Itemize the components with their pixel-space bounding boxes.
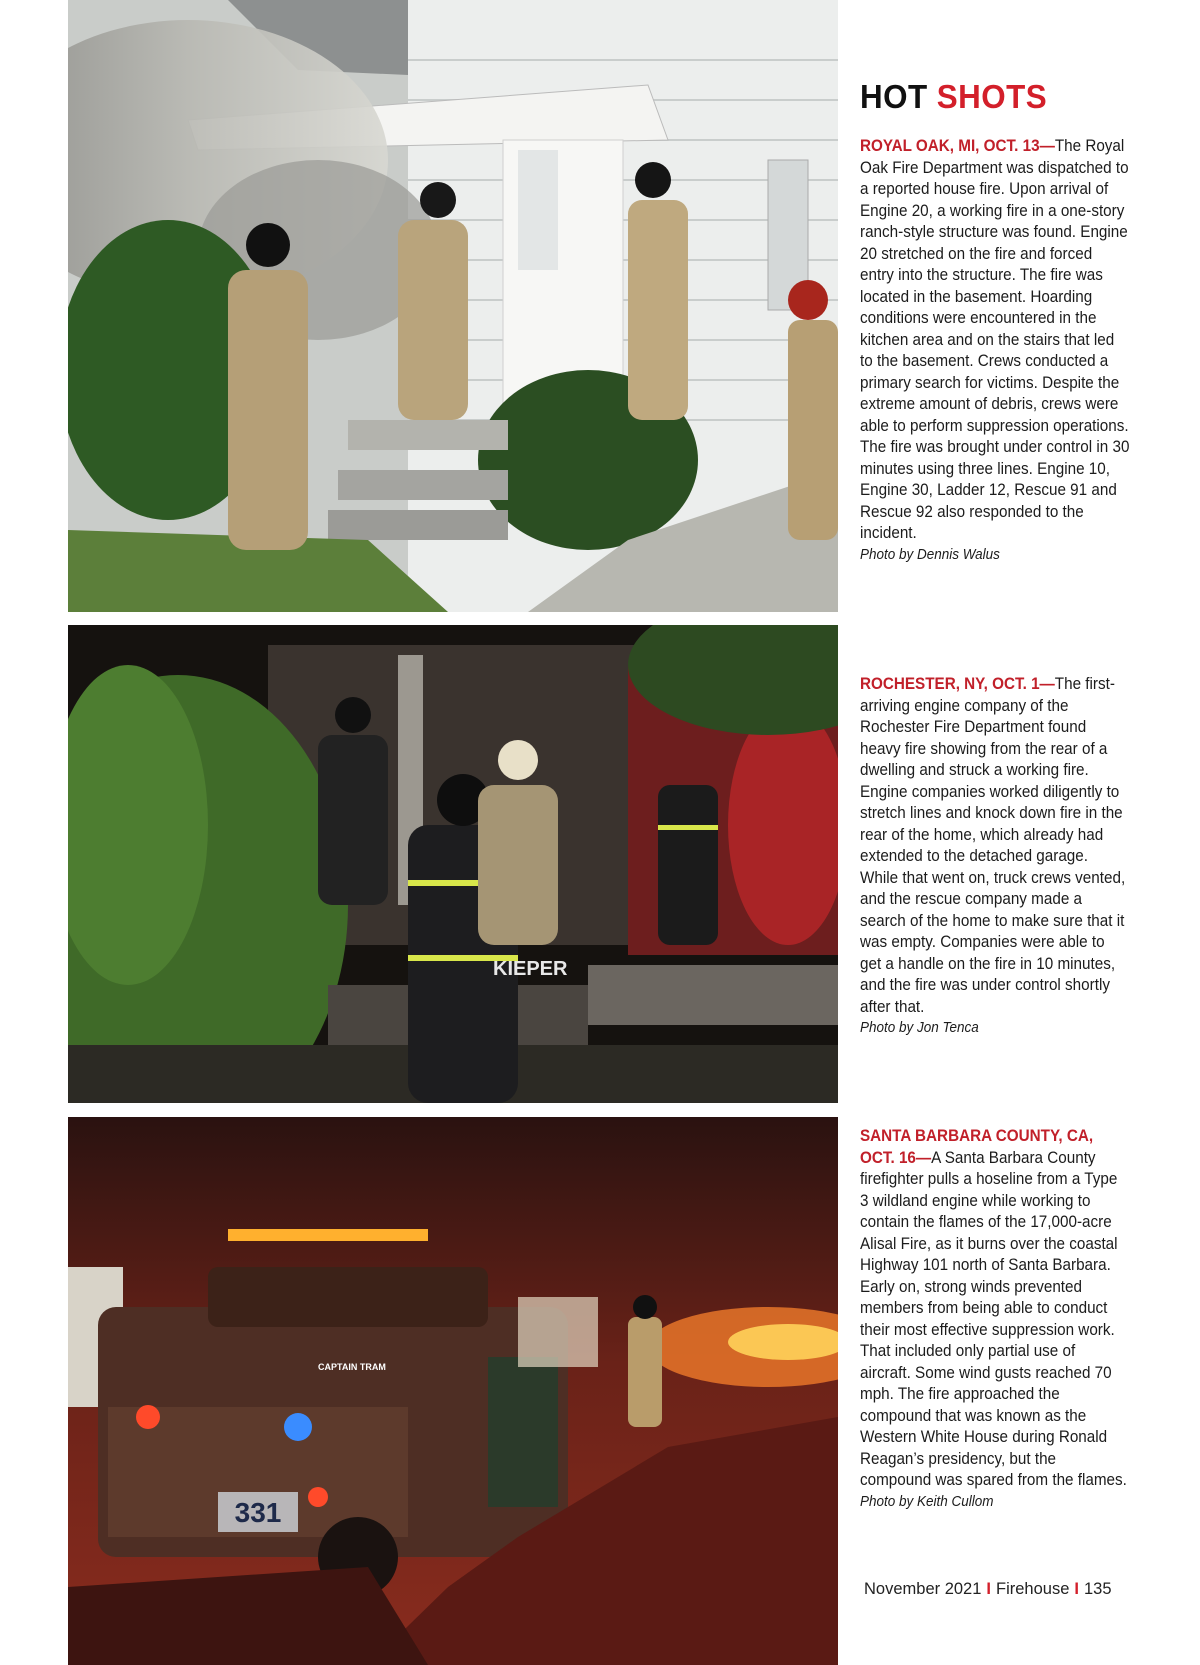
photo-credit: Photo by Jon Tenca (860, 1020, 979, 1036)
helmet-name-text-2: CAPTAIN TRAM (318, 1362, 386, 1372)
story-headline: ROCHESTER, NY, OCT. 1— (860, 675, 1055, 693)
section-title-word-1: HOT (860, 78, 928, 115)
photo-santa-barbara-wildland-fire (68, 1117, 838, 1665)
page-footer (864, 1580, 1112, 1599)
section-title (860, 78, 1047, 116)
footer-page-number: 135 (1083, 1580, 1112, 1598)
photo-credit: Photo by Keith Cullom (860, 1493, 994, 1510)
footer-separator: I (986, 1580, 991, 1598)
story-body: The first-arriving engine company of the Rochester Fire Department found heavy fire showing from the rear of a dwelling and struck a working fire. Engine companies worked diligently to stretch lines and knock down fire in the rear of the home, which already had extended to the detached garage. While that went on, truck crews vented, and the rescue company made a search of the home to make sure that it was empty. Companies were able to get a handle on the fire in 10 minutes, and the fire was under control shortly after that. (860, 675, 1126, 1016)
footer-separator: I (1074, 1580, 1079, 1598)
story-body: A Santa Barbara County firefighter pulls a hoseline from a Type 3 wildland engine while working to contain the flames of the 17,000-acre Alisal Fire, as it burns over the coastal Highway 101 north of Santa Barbara. Early on, strong winds prevented members from being able to conduct their most effective suppression work. That included only partial use of aircraft. Some wind gusts reached 70 mph. The fire approached the compound that was known as the Western White House during Ronald Reagan’s presidency, but the compound was spared from the flames. (860, 1148, 1127, 1489)
story-headline: ROYAL OAK, MI, OCT. 13— (860, 137, 1055, 155)
footer-month: November 2021 (864, 1580, 982, 1598)
photo-royal-oak-house-fire (68, 0, 838, 612)
footer-magazine: Firehouse (996, 1580, 1070, 1598)
helmet-name-text: KIEPER (493, 958, 568, 980)
story-royal-oak (860, 136, 1130, 565)
story-body: The Royal Oak Fire Department was dispatched to a reported house fire. Upon arrival of Engine 20, a working fire in a one-story ranch-style structure was found. Engine 20 stretched on the fire and forced entry into the structure. The fire was located in the basement. Hoarding conditions were encountered in the kitchen area and on the stairs that led to the basement. Crews conducted a primary search for victims. Despite the extreme amount of debris, crews were able to perform suppression operations. The fire was brought under control in 30 minutes using three lines. Engine 10, Engine 30, Ladder 12, Rescue 91 and Rescue 92 also responded to the incident. (860, 137, 1130, 542)
story-rochester (860, 674, 1130, 1038)
engine-number-text: 331 (234, 1497, 282, 1528)
photo-credit: Photo by Dennis Walus (860, 546, 1000, 563)
helmet-label-overlay (318, 1362, 386, 1394)
story-headline: SANTA BARBARA COUNTY, CA, OCT. 16— (860, 1127, 1094, 1167)
story-santa-barbara (860, 1126, 1130, 1512)
section-title-word-2: SHOTS (936, 78, 1048, 115)
photo-rochester-night-fire (68, 625, 838, 1103)
